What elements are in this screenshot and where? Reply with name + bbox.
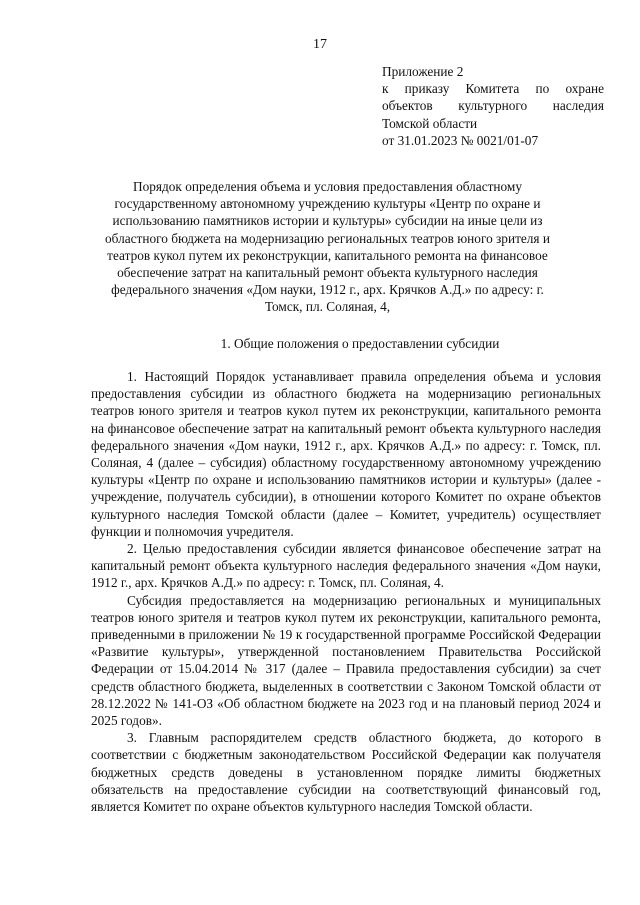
paragraph: Субсидия предоставляется на модернизацию региональных и муниципальных театров юного зрителя и театров кукол путем их реконструкции, капитального ремонта, приведенными в приложении № 19 к государственной программе Российской Федерации «Развитие культуры», утвержденной постановлением Правительства Российской Федерации от 15.04.2014 № 317 (далее – Правила предоставления субсидии) за счет средств областного бюджета, выделенных в соответствии с Законом Томской области от 28.12.2022 № 141-ОЗ «Об областном бюджете на 2023 год и на плановый период 2024 и 2025 годов».: [91, 592, 601, 729]
appendix-header: [382, 63, 604, 149]
appendix-line: от 31.01.2023 № 0021/01-07: [382, 132, 539, 148]
appendix-line: Приложение 2: [382, 64, 464, 79]
page-number: 17: [313, 37, 327, 52]
document-body: [91, 368, 601, 815]
document-title: Порядок определения объема и условия предоставления областному государственному автономному учреждению культуры «Центр по охране и использованию памятников истории и культуры» субсидии на иные цели из областного бюджета на модернизацию региональных театров юного зрителя и театров кукол путем их реконструкции, капитального ремонта на финансовое обеспечение затрат на капитальный ремонт объекта культурного наследия федерального значения «Дом науки, 1912 г., арх. Крячков А.Д.» по адресу: г. Томск, пл. Соляная, 4,: [105, 179, 550, 315]
section-heading: 1. Общие положения о предоставлении субсидии: [220, 336, 500, 351]
paragraph: 3. Главным распорядителем средств областного бюджета, до которого в соответствии с бюджетным законодательством Российской Федерации как получателя бюджетных средств доведены в установленном порядке лимиты бюджетных обязательств на предоставление субсидии на соответствующий финансовый год, является Комитет по охране объектов культурного наследия Томской области.: [91, 730, 601, 815]
paragraph: 1. Настоящий Порядок устанавливает правила определения объема и условия предоставления субсидии из областного бюджета на модернизацию региональных театров юного зрителя и театров кукол путем их реконструкции, капитального ремонта на финансовое обеспечение затрат на капитальный ремонт объекта культурного наследия федерального значения «Дом науки, 1912 г., арх. Крячков А.Д.» по адресу: г. Томск, пл. Соляная, 4 (далее – субсидия) областному государственному автономному учреждению культуры «Центр по охране и использованию памятников истории и культуры» (далее - учреждение, получатель субсидии), в отношении которого Комитет по охране объектов культурного наследия Томской области (далее – Комитет, учредитель) осуществляет функции и полномочия учредителя.: [91, 369, 601, 539]
appendix-line: Томской области: [382, 115, 478, 131]
appendix-line: объектов культурного наследия: [382, 98, 604, 114]
paragraph: 2. Целью предоставления субсидии является финансовое обеспечение затрат на капитальный ремонт объекта культурного наследия федерального значения «Дом науки, 1912 г., арх. Крячков А.Д.» по адресу: г. Томск, пл. Соляная, 4.: [91, 541, 601, 591]
appendix-line: к приказу Комитета по охране: [382, 81, 604, 97]
